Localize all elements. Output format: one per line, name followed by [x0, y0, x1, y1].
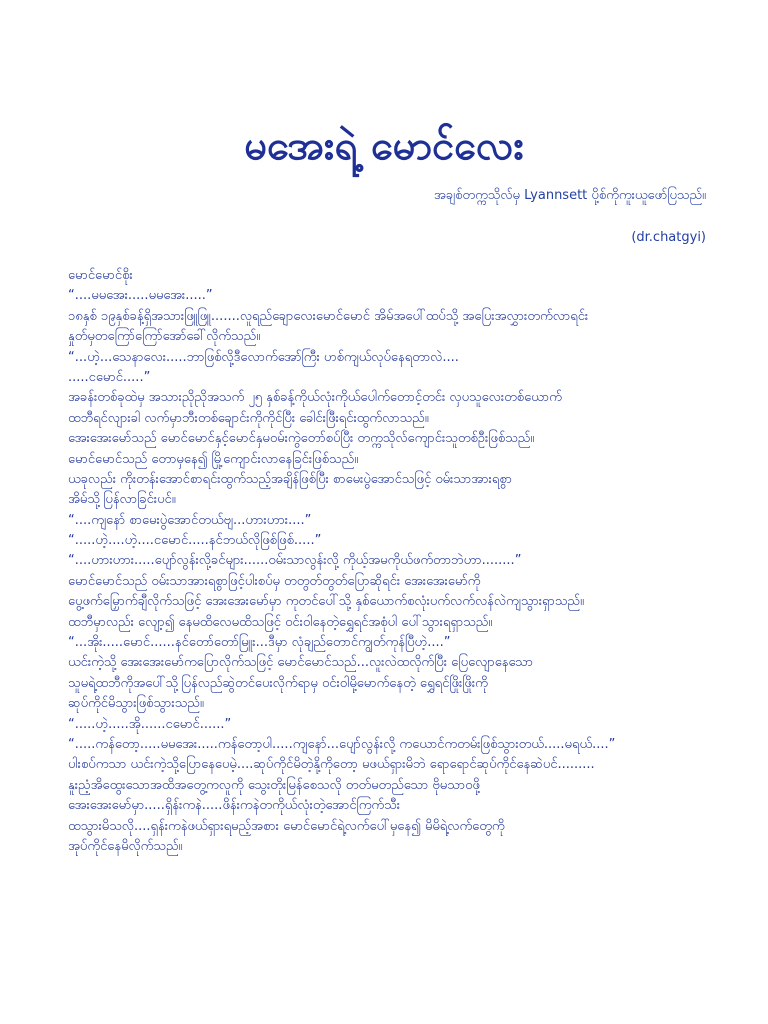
body-line: မောင်မောင်သည် ဝမ်းသာအားရစွာဖြင့်ပါးစပ်မှ တတွတ်တွတ်ပြောဆိုရင်း အေးအေးမော်ကို: [68, 573, 481, 589]
body-line: သူမရဲ့ထဘီကိုအပေါ်သို့ပြန်လည်ဆွဲတင်ပေးလိုက်ရာမှ ဝင်းဝါမို့မောက်နေတဲ့ ရွှေရင်ဖြိုးဖြိုးကို: [68, 675, 488, 691]
document-title: မအေးရဲ့ မောင်လေး: [244, 123, 524, 169]
body-line: ယခုလည်း ကိုးတန်းအောင်စာရင်းထွက်သည့်အချိန်ဖြစ်ပြီး စာမေးပွဲအောင်သဖြင့် ဝမ်းသာအားရစွာ: [68, 471, 512, 487]
body-line: အခန်းတစ်ခုထဲမှ အသားညိုညိုအသက် ၂၅ နှစ်ခန့်ကိုယ်လုံးကိုယ်ပေါက်တောင့်တင်း လှပသူလေးတစ်ယောက်: [68, 390, 562, 406]
story-body: [68, 266, 718, 857]
body-line: မောင်မောင်သည် တောမှနေ၍ မြို့ကျောင်းလာနေခြင်းဖြစ်သည်။: [68, 451, 359, 467]
body-line: “....ဟားဟား.....ပျော်လွန်းလို့ခင်များ......ဝမ်းသာလွန်းလို့ ကိုယ့်အမကိုယ်ဖက်တာဘဲဟာ........”: [68, 553, 522, 569]
body-line: ထဘီမှာလည်း လျော့၍ နေမထိလေမထိသဖြင့် ဝင်းဝါနေတဲ့ရွှေရင်အစုံပါ ပေါ်သွားရရှာသည်။: [68, 614, 493, 630]
body-line: “.....ကန်တော့.....မမအေး.....ကန်တော့ပါ.....ကျနော်...ပျော်လွန်းလို့ ကယောင်ကတမ်းဖြစ်သွားတယ်.....မရယ်....”: [68, 736, 616, 752]
body-line: ယင်းကဲ့သို့ အေးအေးမော်ကပြောလိုက်သဖြင့် မောင်မောင်သည်...လူးလဲထလိုက်ပြီး ပြေလျောနေသော: [68, 655, 533, 671]
body-line: “.....ဟဲ့.....အို......ငမောင်......”: [68, 716, 232, 732]
author-credit: (dr.chatgyi): [631, 230, 706, 245]
source-byline: အချစ်တက္ကသိုလ်မှ Lyannsett ပို့စ်ကိုကူးယူဖော်ပြသည်။: [433, 188, 706, 203]
body-line: “....မမအေး.....မမအေး.....”: [68, 288, 213, 304]
body-line: အုပ်ကိုင်နေမိလိုက်သည်။: [68, 838, 183, 854]
body-line: နှုတ်မှတကြော်ကြော်အော်ခေါ်လိုက်သည်။: [68, 329, 261, 345]
body-line: ဆုပ်ကိုင်မိသွားဖြစ်သွားသည်။: [68, 696, 204, 712]
body-line: အိမ်သို့ပြန်လာခြင်းပင်။: [68, 492, 176, 508]
body-line: ၁၈နှစ် ၁၉နှစ်ခန့်ရှိအသားဖြူဖြူ.......လူရည်ချောလေးမောင်မောင် အိမ်အပေါ်ထပ်သို့ အပြေးအလွှားတက်လာရင်း: [68, 308, 589, 324]
body-line: အေးအေးမော်မှာ.....ရှိန်းကနဲ.....ဖိန်းကနဲတကိုယ်လုံးတဲ့အောင်ကြက်သီး: [68, 798, 401, 814]
body-line: ထဘီရင်လျားခါ လက်မှာဘီးတစ်ချောင်းကိုကိုင်ပြီး ခေါင်းဖြီးရင်းထွက်လာသည်။: [68, 410, 429, 426]
body-line: ပါးစပ်ကသာ ယင်းကဲ့သို့ပြောနေပေမဲ့....ဆုပ်ကိုင်မိတဲ့နို့ကိုတော့ မဖယ်ရှားမိဘဲ ရောရောင်ဆုပ်ကိုင်နေဆဲပင်.........: [68, 757, 595, 773]
body-line: “.....ဟဲ့....ဟဲ့....ငမောင်.....နင်ဘယ်လိုဖြစ်ဖြစ်.....”: [68, 533, 322, 549]
body-line: .....ငမောင်.....”: [68, 369, 151, 385]
body-line: နူးညံ့အိထွေးသောအထိအတွေ့ကလူကို သွေးတိုးမြန်စေသလို တတ်မတည်သော ဗိုမသာဝဖို့: [68, 777, 480, 793]
body-line: “...အိုး.....မောင်......နင်တော်တော်မြူး...ဒီမှာ လုံချည်တောင်ကျွတ်ကုန်ပြီဟဲ့....”: [68, 635, 451, 651]
body-line: ထသွားမိသလို....ရှန်းကနဲဖယ်ရှားရမည့်အစား မောင်မောင်ရဲ့လက်ပေါ်မှနေ၍ မိမိရဲ့လက်တွေကို: [68, 818, 505, 834]
body-line: “...ဟဲ့...သေနာလေး.....ဘာဖြစ်လို့ဒီလောက်အော်ကြီး ဟစ်ကျယ်လုပ်နေရတာလဲ....: [68, 349, 459, 365]
body-line: မောင်မောင်စိုး: [68, 268, 133, 283]
body-line: အေးအေးမော်သည် မောင်မောင်နှင့်မောင်နှမဝမ်းကွဲတော်စပ်ပြီး တက္ကသိုလ်ကျောင်းသူတစ်ဦးဖြစ်သည်။: [68, 431, 535, 447]
body-line: ပွေ့ဖက်မြှောက်ချီလိုက်သဖြင့် အေးအေးမော်မှာ ကုတင်ပေါ်သို့ နှစ်ယောက်စလုံးပက်လက်လန်လဲကျသွားရှာသည်။: [68, 594, 584, 610]
body-line: “....ကျနော် စာမေးပွဲအောင်တယ်ဗျ...ဟားဟား....”: [68, 512, 312, 528]
